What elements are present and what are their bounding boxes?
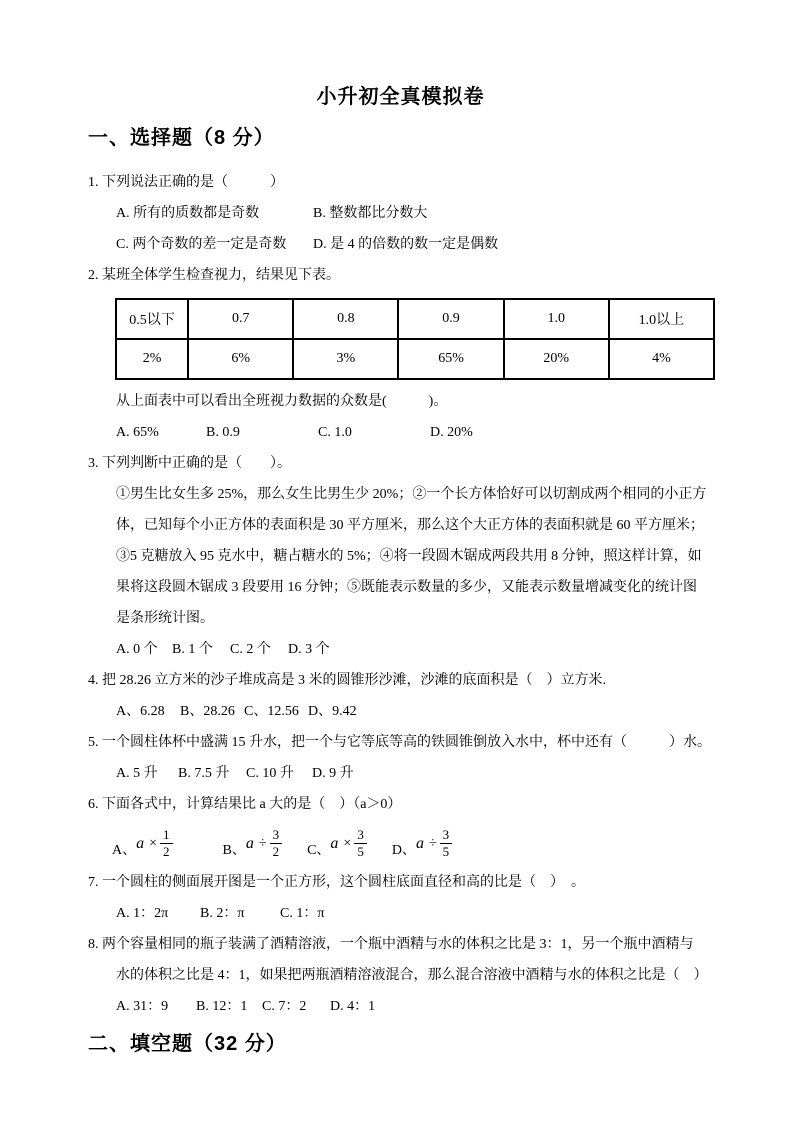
- option-a: A. 1：2π: [116, 906, 169, 921]
- option-b: B. 整数都比分数大: [313, 206, 428, 221]
- table-value-cell: 65%: [398, 339, 503, 379]
- question-1-stem: 1. 下列说法正确的是（ ）: [88, 175, 284, 190]
- option-a: A、6.28: [116, 704, 165, 719]
- option-d-expression: [392, 827, 452, 859]
- question-4-stem: 4. 把 28.26 立方米的沙子堆成高是 3 米的圆锥形沙滩，沙滩的底面积是（ ）立方米.: [88, 673, 606, 688]
- fraction-numerator: 3: [270, 827, 283, 844]
- fraction-numerator: 3: [440, 827, 453, 844]
- table-header-row: [116, 299, 714, 339]
- fraction: [354, 827, 367, 859]
- option-d: D. 是 4 的倍数的数一定是偶数: [313, 237, 499, 252]
- fraction-denominator: 2: [272, 844, 280, 859]
- vision-results-table: [115, 298, 715, 380]
- question-6-options: [88, 820, 713, 867]
- question-3-text-line: ①男生比女生多 25%，那么女生比男生少 20%；②一个长方体恰好可以切割成两个相同的小正方: [116, 487, 707, 502]
- option-d: D、9.42: [308, 704, 357, 719]
- variable-a: a: [245, 834, 254, 852]
- option-b: B. 12：1: [196, 999, 248, 1014]
- table-value-row: [116, 339, 714, 379]
- question-3-options: [88, 634, 713, 665]
- question-3-text-line: 果将这段圆木锯成 3 段要用 16 分钟；⑤既能表示数量的多少，又能表示数量增减变化的统计图: [116, 580, 697, 595]
- table-value-cell: 4%: [609, 339, 714, 379]
- table-header-cell: 1.0以上: [609, 299, 714, 339]
- fraction-denominator: 5: [357, 844, 364, 859]
- option-b: B. 0.9: [206, 425, 240, 440]
- question-2: [88, 260, 713, 448]
- question-6-stem: 6. 下面各式中，计算结果比 a 大的是（ ）（a＞0）: [88, 797, 402, 812]
- question-3-stem: 3. 下列判断中正确的是（ ）。: [88, 456, 291, 471]
- question-8-stem-line-1: 8. 两个容量相同的瓶子装满了酒精溶液，一个瓶中酒精与水的体积之比是 3：1，另一个瓶中酒精与: [88, 937, 694, 952]
- question-8-stem-line-2: 水的体积之比是 4：1，如果把两瓶酒精溶液混合，那么混合溶液中酒精与水的体积之比是（ ）: [116, 968, 708, 983]
- fraction-denominator: 2: [163, 844, 170, 859]
- option-d: D. 4：1: [330, 999, 376, 1014]
- option-a: A. 5 升: [116, 766, 158, 781]
- question-5-options: [88, 758, 713, 789]
- question-4-options: [88, 696, 713, 727]
- variable-a: a: [415, 834, 424, 852]
- option-c-expression: [307, 827, 367, 859]
- table-header-cell: 0.8: [293, 299, 398, 339]
- option-c: C. 2 个: [230, 642, 271, 657]
- question-4: [88, 665, 713, 727]
- question-8-options: [88, 991, 713, 1022]
- section-1-heading: 一、选择题（8 分）: [88, 127, 275, 149]
- variable-a: a: [330, 834, 339, 852]
- question-7-options: [88, 898, 713, 929]
- fraction: [160, 827, 173, 859]
- option-c: C. 1：π: [280, 906, 325, 921]
- table-header-cell: 0.9: [398, 299, 503, 339]
- option-b-expression: [223, 827, 283, 859]
- option-a: A. 0 个: [116, 642, 158, 657]
- option-label: C、: [307, 842, 331, 858]
- question-2-stem: 2. 某班全体学生检查视力，结果见下表。: [88, 268, 340, 283]
- option-label: B、: [222, 842, 246, 858]
- question-3-text-line: 是条形统计图。: [116, 611, 214, 626]
- option-d: D. 3 个: [288, 642, 330, 657]
- question-2-options: [88, 417, 713, 448]
- question-3: [88, 448, 713, 665]
- fraction-numerator: 1: [160, 827, 173, 844]
- question-7: [88, 867, 713, 929]
- option-a: A. 所有的质数都是奇数: [116, 206, 260, 221]
- divide-operator: ÷: [258, 835, 267, 851]
- question-3-text-line: 体，已知每个小正方体的表面积是 30 平方厘米，那么这个大正方体的表面积就是 60 平方厘米；: [116, 518, 704, 533]
- table-value-cell: 3%: [293, 339, 398, 379]
- question-5-stem: 5. 一个圆柱体杯中盛满 15 升水，把一个与它等底等高的铁圆锥倒放入水中，杯中还有（ ）水。: [88, 735, 711, 750]
- option-a: A. 65%: [116, 425, 159, 440]
- option-c: C. 两个奇数的差一定是奇数: [116, 237, 287, 252]
- option-b: B、28.26: [180, 704, 235, 719]
- fraction: [270, 827, 283, 859]
- question-6: [88, 789, 713, 867]
- option-label: D、: [391, 842, 416, 858]
- question-2-followup: 从上面表中可以看出全班视力数据的众数是( )。: [116, 394, 448, 409]
- option-b: B. 1 个: [172, 642, 213, 657]
- variable-a: a: [136, 834, 145, 852]
- option-b: B. 2：π: [200, 906, 245, 921]
- option-c: C. 1.0: [318, 425, 352, 440]
- question-5: [88, 727, 713, 789]
- question-1-options-row-1: [88, 198, 713, 229]
- table-header-cell: 1.0: [504, 299, 609, 339]
- option-d: D. 20%: [430, 425, 473, 440]
- table-value-cell: 6%: [188, 339, 293, 379]
- divide-operator: ÷: [428, 835, 437, 851]
- option-label: A、: [112, 842, 137, 858]
- option-a-expression: [112, 827, 173, 859]
- option-b: B. 7.5 升: [178, 766, 230, 781]
- table-value-cell: 2%: [116, 339, 188, 379]
- question-3-text-line: ③5 克糖放入 95 克水中，糖占糖水的 5%；④将一段圆木锯成两段共用 8 分钟，照这样计算，如: [116, 549, 702, 564]
- table-header-cell: 0.7: [188, 299, 293, 339]
- table-header-cell: 0.5以下: [116, 299, 188, 339]
- fraction-denominator: 5: [442, 844, 450, 859]
- option-c: C、12.56: [244, 704, 299, 719]
- multiply-operator: ×: [149, 835, 158, 851]
- section-2-heading: 二、填空题（32 分）: [88, 1033, 287, 1055]
- page-title: 小升初全真模拟卷: [316, 86, 485, 108]
- option-c: C. 10 升: [246, 766, 294, 781]
- option-c: C. 7：2: [262, 999, 307, 1014]
- question-1: [88, 167, 713, 260]
- fraction: [440, 827, 453, 859]
- question-1-options-row-2: [88, 229, 713, 260]
- option-d: D. 9 升: [312, 766, 354, 781]
- question-8: [88, 929, 713, 1022]
- option-a: A. 31：9: [116, 999, 169, 1014]
- table-value-cell: 20%: [504, 339, 609, 379]
- question-7-stem: 7. 一个圆柱的侧面展开图是一个正方形，这个圆柱底面直径和高的比是（ ） 。: [88, 875, 585, 890]
- multiply-operator: ×: [343, 835, 352, 851]
- fraction-numerator: 3: [354, 827, 367, 844]
